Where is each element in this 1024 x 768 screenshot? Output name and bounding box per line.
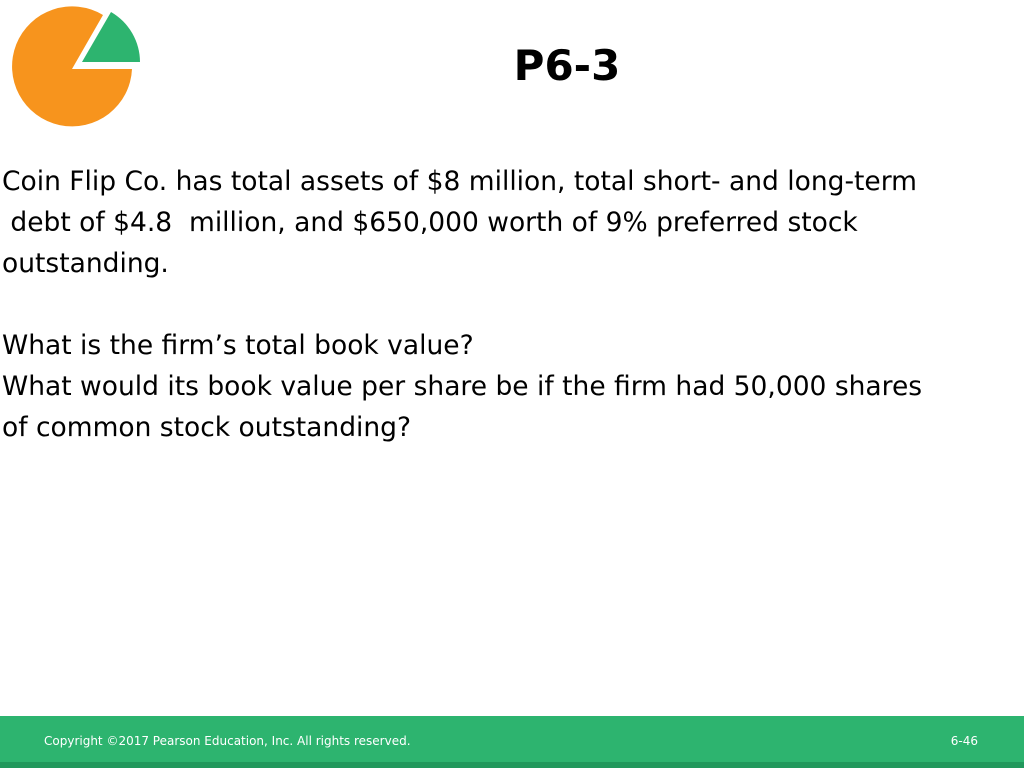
question-line: What is the firm’s total book value? — [2, 330, 474, 361]
paragraph-line: outstanding. — [2, 248, 169, 279]
copyright-text: Copyright ©2017 Pearson Education, Inc. All rights reserved. — [44, 734, 411, 748]
slide-body — [2, 161, 1020, 448]
footer-bottom-strip — [0, 762, 1024, 768]
footer-bar — [0, 716, 1024, 768]
slide-title: P6-3 — [513, 41, 621, 90]
paragraph-line: debt of $4.8 million, and $650,000 worth of 9% preferred stock — [2, 207, 858, 238]
question-line: What would its book value per share be if the firm had 50,000 shares — [2, 371, 923, 402]
question-line: of common stock outstanding? — [2, 412, 412, 443]
slide-number: 6-46 — [950, 734, 978, 748]
paragraph-line: Coin Flip Co. has total assets of $8 million, total short- and long-term — [2, 166, 917, 197]
blank-line — [2, 284, 1020, 325]
